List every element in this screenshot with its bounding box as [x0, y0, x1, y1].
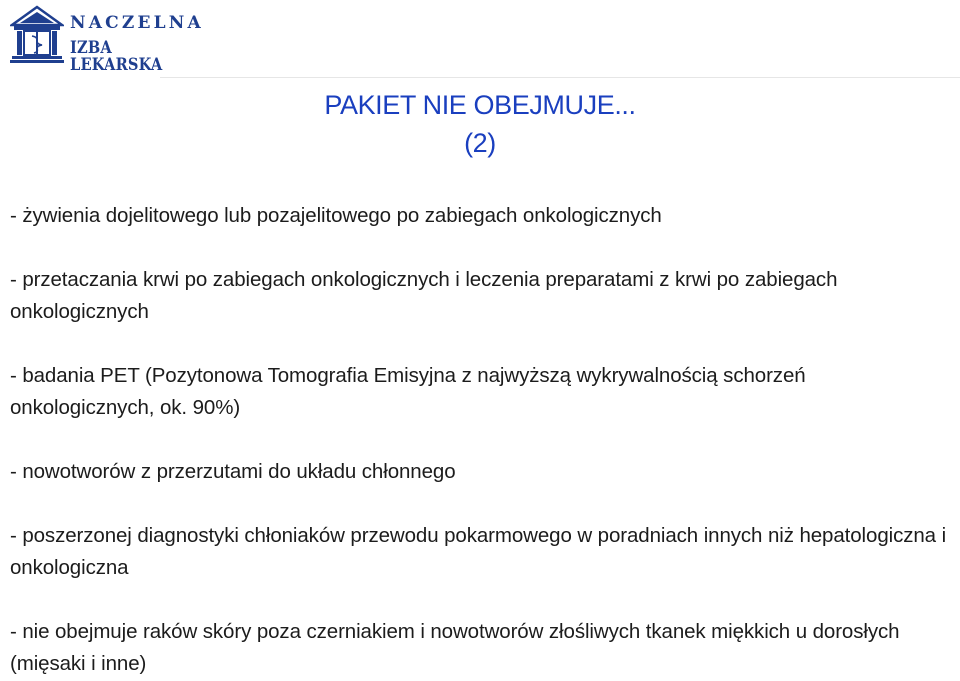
logo-line-1: NACZELNA [70, 13, 204, 33]
bullet-list [10, 200, 955, 680]
list-item: - żywienia dojelitowego lub pozajelitowego po zabiegach onkologicznych [10, 204, 662, 227]
naczelna-izba-lekarska-logo [10, 5, 204, 75]
temple-emblem-icon [10, 5, 64, 63]
list-item: - badania PET (Pozytonowa Tomografia Emisyjna z najwyższą wykrywalnością schorzeń onkologicznych, ok. 90%) [10, 364, 806, 419]
header [0, 0, 960, 78]
slide-title-line-1: PAKIET NIE OBEJMUJE... [324, 90, 636, 120]
list-item: - przetaczania krwi po zabiegach onkologicznych i leczenia preparatami z krwi po zabiegach onkologicznych [10, 268, 838, 323]
header-divider [160, 77, 960, 78]
slide-title-line-2: (2) [464, 128, 496, 158]
logo-text [70, 15, 204, 74]
list-item: - poszerzonej diagnostyki chłoniaków przewodu pokarmowego w poradniach innych niż hepatologiczna i onkologiczna [10, 524, 947, 579]
slide-title [220, 86, 740, 162]
list-item: - nie obejmuje raków skóry poza czerniakiem i nowotworów złośliwych tkanek miękkich u dorosłych (mięsaki i inne) [10, 620, 900, 675]
list-item: - nowotworów z przerzutami do układu chłonnego [10, 460, 456, 483]
logo-line-2: IZBA LEKARSKA [70, 38, 163, 75]
